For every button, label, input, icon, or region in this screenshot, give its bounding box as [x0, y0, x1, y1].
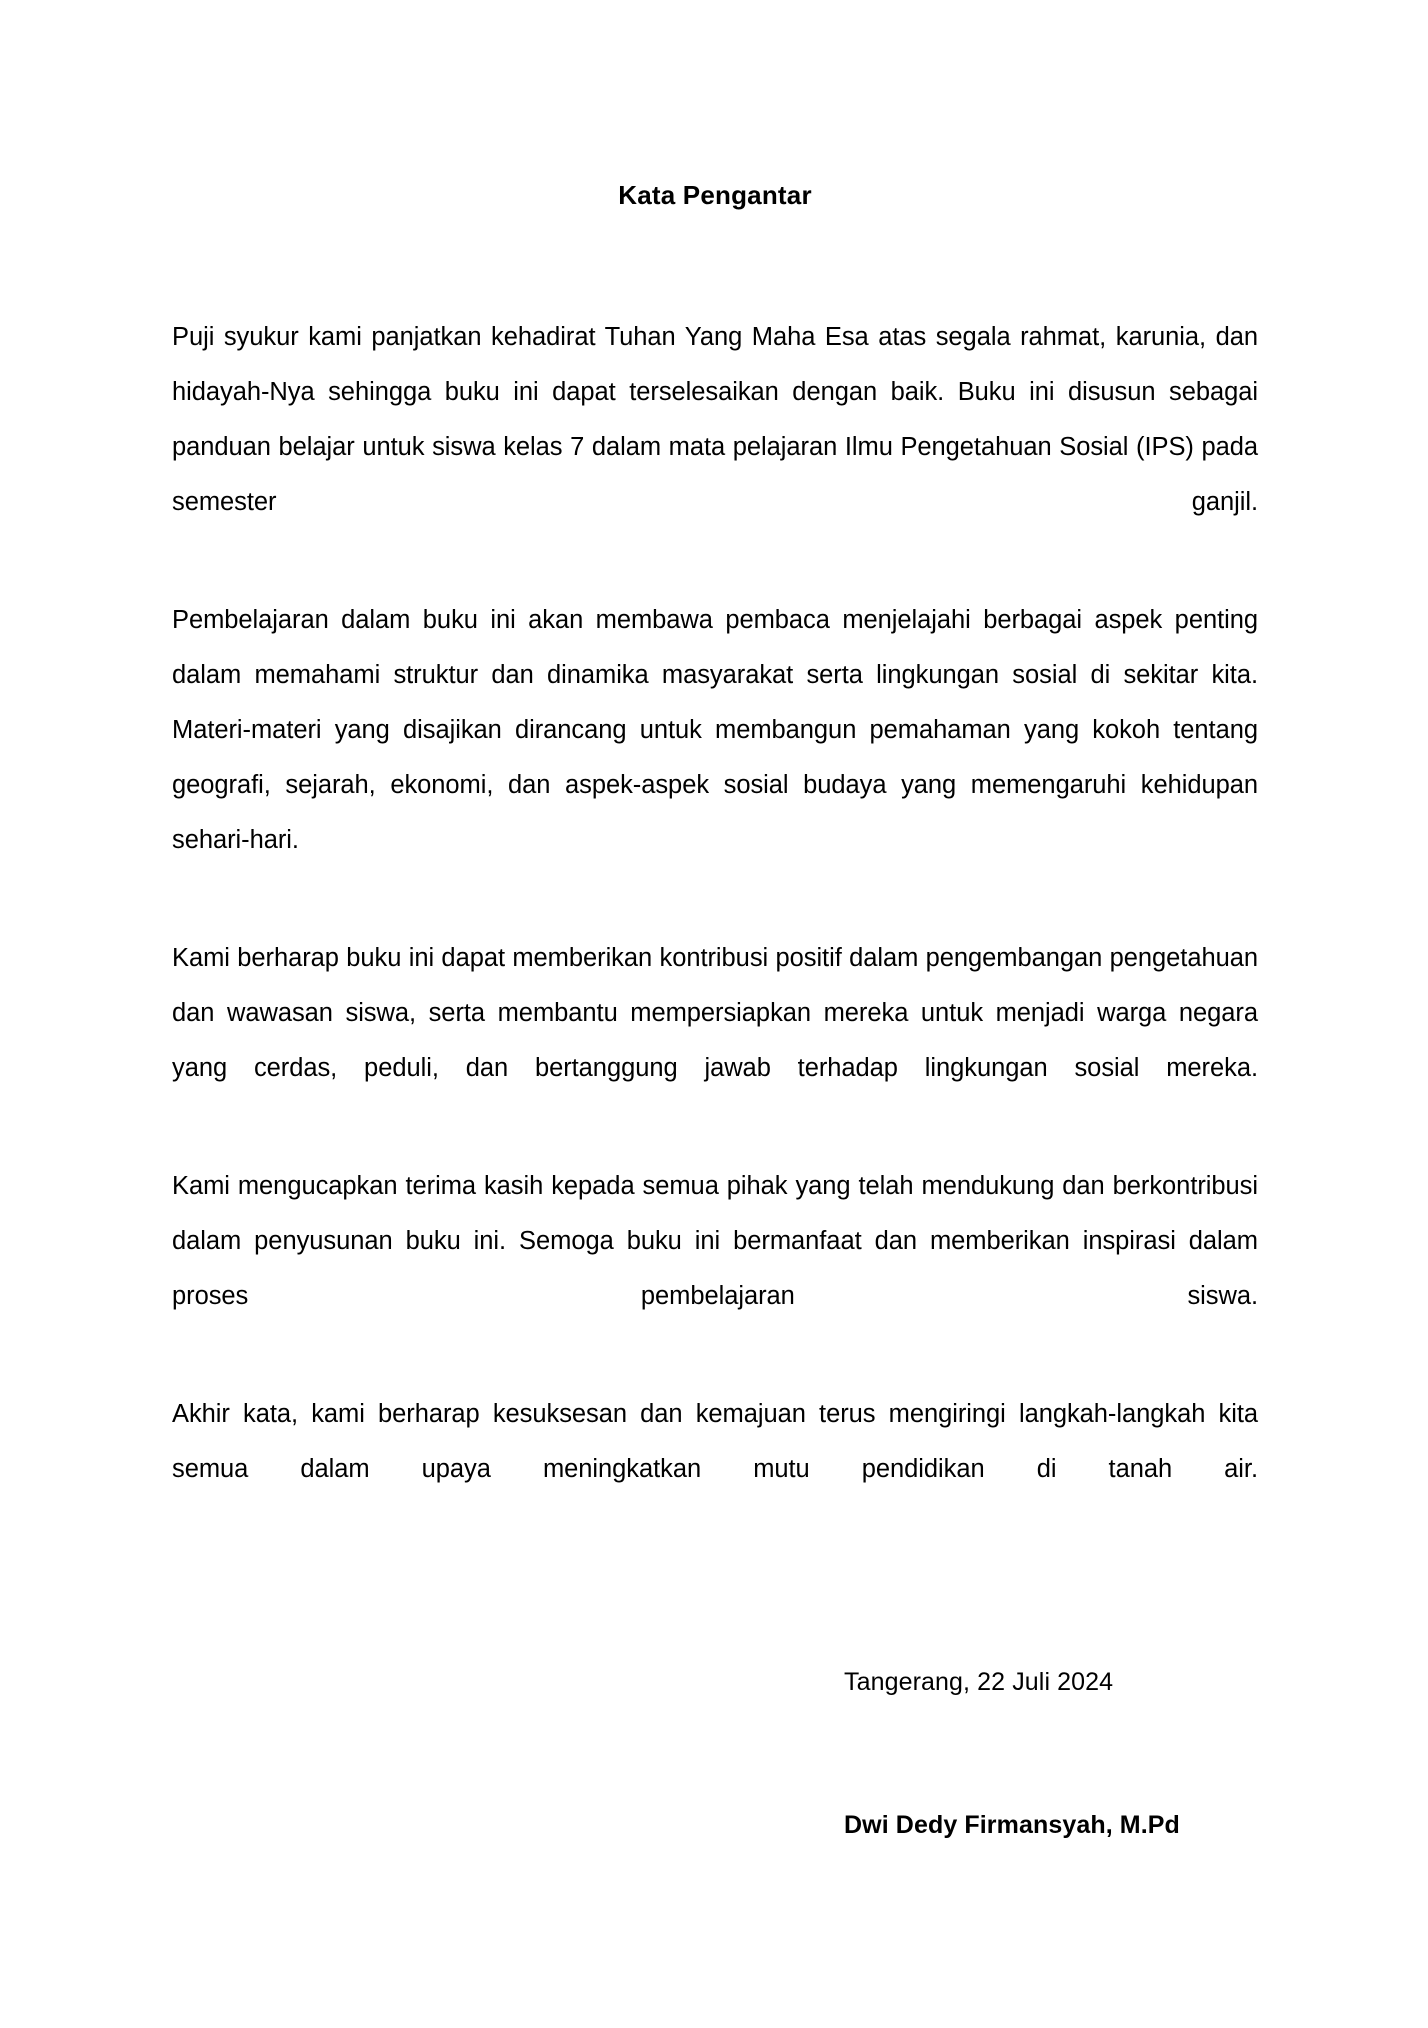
paragraph-2: Pembelajaran dalam buku ini akan membawa pembaca menjelajahi berbagai aspek penting dalam memahami struktur dan dinamika masyarakat serta lingkungan sosial di sekitar kita. Materi-materi yang disajikan dirancang untuk membangun pemahaman yang kokoh tentang geografi, sejarah, ekonomi, dan aspek-aspek sosial budaya yang memengaruhi kehidupan sehari-hari.: [172, 606, 1258, 855]
page-content: [172, 0, 1258, 1870]
page-title: Kata Pengantar: [618, 180, 812, 210]
signature-block: [172, 1662, 1258, 1845]
paragraph-1: Puji syukur kami panjatkan kehadirat Tuhan Yang Maha Esa atas segala rahmat, karunia, dan hidayah-Nya sehingga buku ini dapat terselesaikan dengan baik. Buku ini disusun sebagai panduan belajar untuk siswa kelas 7 dalam mata pelajaran Ilmu Pengetahuan Sosial (IPS) pada semester ganjil.: [172, 323, 1258, 517]
paragraph-5: Akhir kata, kami berharap kesuksesan dan kemajuan terus mengiringi langkah-langkah kita semua dalam upaya meningkatkan mutu pendidikan di tanah air.: [172, 1400, 1258, 1484]
paragraph-4: Kami mengucapkan terima kasih kepada semua pihak yang telah mendukung dan berkontribusi dalam penyusunan buku ini. Semoga buku ini bermanfaat dan memberikan inspirasi dalam proses pembelajaran siswa.: [172, 1172, 1258, 1311]
signature-name: Dwi Dedy Firmansyah, M.Pd: [844, 1811, 1180, 1840]
signature-place-date: Tangerang, 22 Juli 2024: [844, 1668, 1114, 1697]
body-text: [172, 310, 1258, 1552]
paragraph-3: Kami berharap buku ini dapat memberikan kontribusi positif dalam pengembangan pengetahuan dan wawasan siswa, serta membantu mempersiapkan mereka untuk menjadi warga negara yang cerdas, peduli, dan bertanggung jawab terhadap lingkungan sosial mereka.: [172, 944, 1258, 1083]
